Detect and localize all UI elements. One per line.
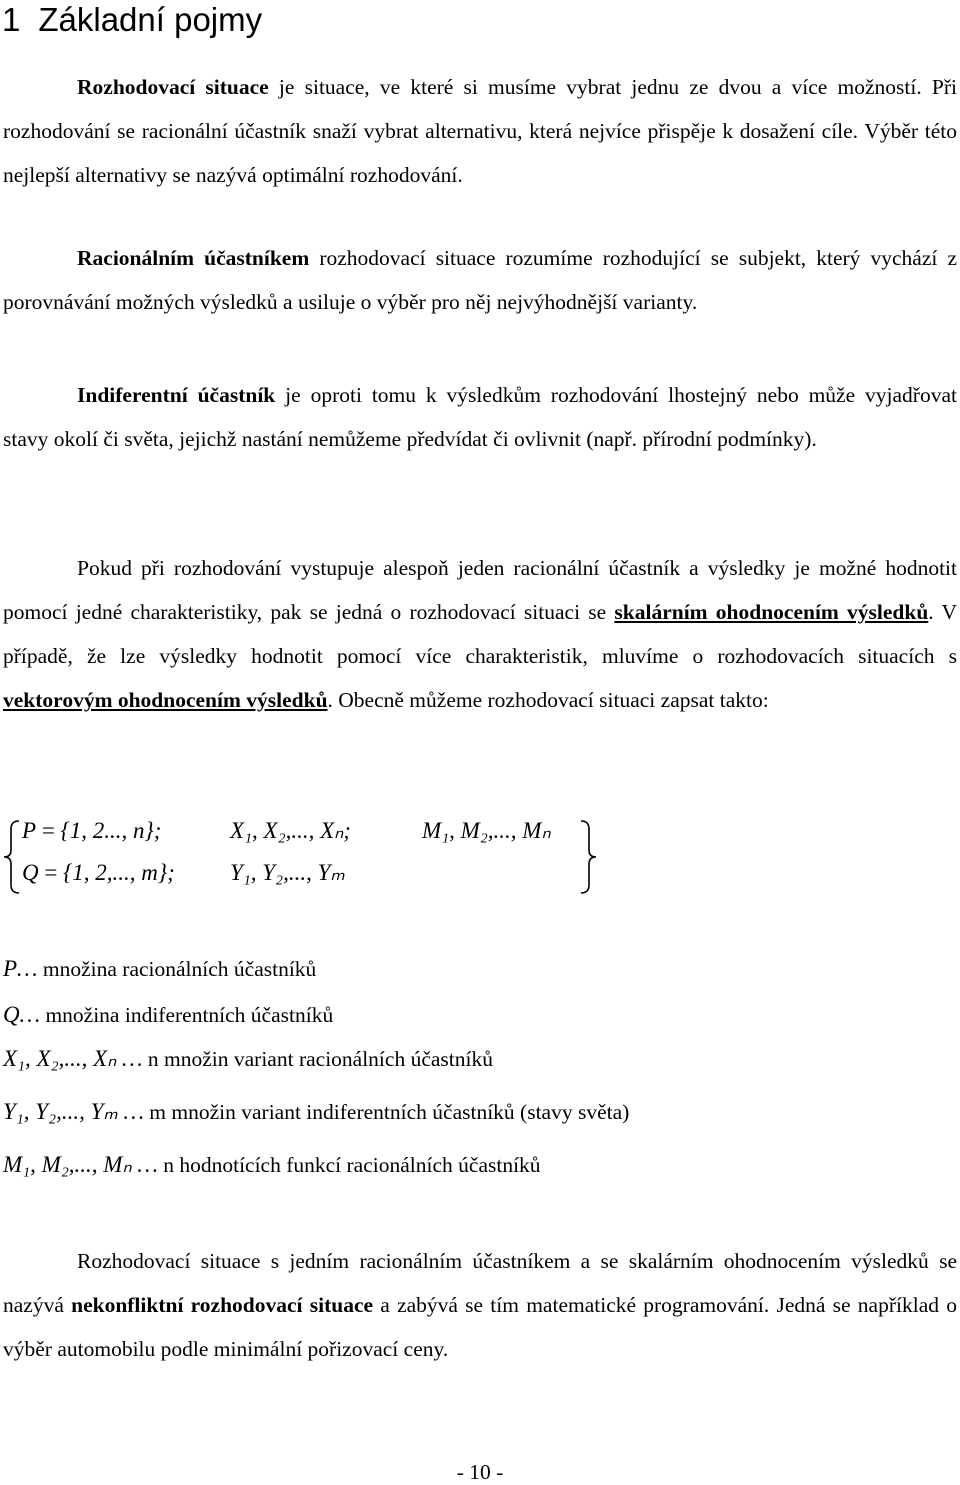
decision-situation-formula (0, 812, 960, 902)
term-nonconflict-situation: nekonfliktní rozhodovací situace (71, 1293, 374, 1317)
legend-symbol: X₁, X₂,..., Xₙ … (3, 1046, 143, 1071)
paragraph-evaluation (3, 546, 957, 722)
legend-item (3, 956, 316, 982)
paragraph-nonconflict (3, 1239, 957, 1371)
paragraph-text: je situace, ve které si musíme vybrat jednu ze dvou a více možností. Při rozhodování se racionální účastník snaží vybrat alternativu, která nejvíce přispěje k dosažení cíle. Výběr této nejlepší alternativy se nazývá optimální rozhodování. (3, 75, 957, 187)
legend-symbol: Y₁, Y₂,..., Yₘ … (3, 1099, 144, 1124)
formula-row-2-variants (230, 860, 345, 886)
paragraph-rational-participant (3, 236, 957, 324)
variants-y: Y₁, Y₂,..., Yₘ (230, 860, 345, 885)
legend-symbol: Q… (3, 1002, 41, 1027)
legend-text: množina indiferentních účastníků (40, 1003, 334, 1027)
paragraph-text: a zabývá se tím matematické programování. Jedná se například o výběr automobilu podle minimální pořizovací ceny. (3, 1293, 957, 1361)
page-number: - 10 - (456, 1460, 504, 1484)
paragraph-decision-situation (3, 65, 957, 197)
legend-item (3, 1002, 333, 1028)
legend-text: množina racionálních účastníků (37, 957, 317, 981)
legend-text: n množin variant racionálních účastníků (142, 1047, 493, 1071)
term-indifferent-participant: Indiferentní účastník (77, 383, 276, 407)
term-rational-participant: Racionálním účastníkem (77, 246, 310, 270)
paragraph-text: . V případě, že lze výsledky hodnotit pomocí více charakteristik, mluvíme o rozhodovacích situacích s (3, 600, 958, 668)
equals-sign: = (44, 860, 58, 885)
legend-item (3, 1099, 629, 1125)
paragraph-text: je oproti tomu k výsledkům rozhodování lhostejný nebo může vyjadřovat stavy okolí či světa, jejichž nastání nemůžeme předvídat či ovlivnit (např. přírodní podmínky). (3, 383, 957, 451)
legend-text: n hodnotících funkcí racionálních účastníků (157, 1153, 541, 1177)
right-brace (578, 820, 598, 894)
paragraph-indifferent-participant (3, 373, 957, 461)
paragraph-text: rozhodovací situace rozumíme rozhodující se subjekt, který vychází z porovnávání možných výsledků a usiluje o výběr pro něj nejvýhodnější varianty. (3, 246, 957, 314)
left-brace (2, 820, 22, 894)
legend-symbol: P… (3, 956, 38, 981)
paragraph-text: Pokud při rozhodování vystupuje alespoň jeden racionální účastník a výsledky je možné hodnotit pomocí jedné charakteristiky, pak se jedná o rozhodovací situaci se (3, 556, 957, 624)
term-vector-evaluation: vektorovým ohodnocením výsledků (3, 688, 328, 712)
section-heading (2, 0, 262, 40)
term-decision-situation: Rozhodovací situace (77, 75, 269, 99)
legend-symbol: M₁, M₂,..., Mₙ … (3, 1152, 158, 1177)
legend-item (3, 1152, 541, 1178)
formula-row-1-variants (230, 818, 351, 844)
paragraph-text: Rozhodovací situace s jedním racionálním účastníkem a se skalárním ohodnocením výsledků se nazývá (3, 1249, 957, 1317)
formula-row-1-functions (422, 818, 551, 844)
set-q-elements: {1, 2,..., m}; (63, 860, 175, 885)
term-scalar-evaluation: skalárním ohodnocením výsledků (614, 600, 929, 624)
legend-text: m množin variant indiferentních účastníků (stavy světa) (143, 1100, 630, 1124)
set-p-elements: {1, 2..., n}; (60, 818, 162, 843)
set-p: P (22, 818, 37, 843)
section-title: Základní pojmy (38, 1, 263, 38)
formula-row-1 (22, 818, 161, 844)
set-q: Q (22, 860, 39, 885)
equals-sign: = (41, 818, 55, 843)
paragraph-text: . Obecně můžeme rozhodovací situaci zapsat takto: (327, 688, 769, 712)
functions-m: M₁, M₂,..., Mₙ (422, 818, 551, 843)
legend-item (3, 1046, 493, 1072)
variants-x: X₁, X₂,..., Xₙ; (230, 818, 351, 843)
formula-row-2 (22, 860, 175, 886)
section-number: 1 (2, 1, 21, 38)
